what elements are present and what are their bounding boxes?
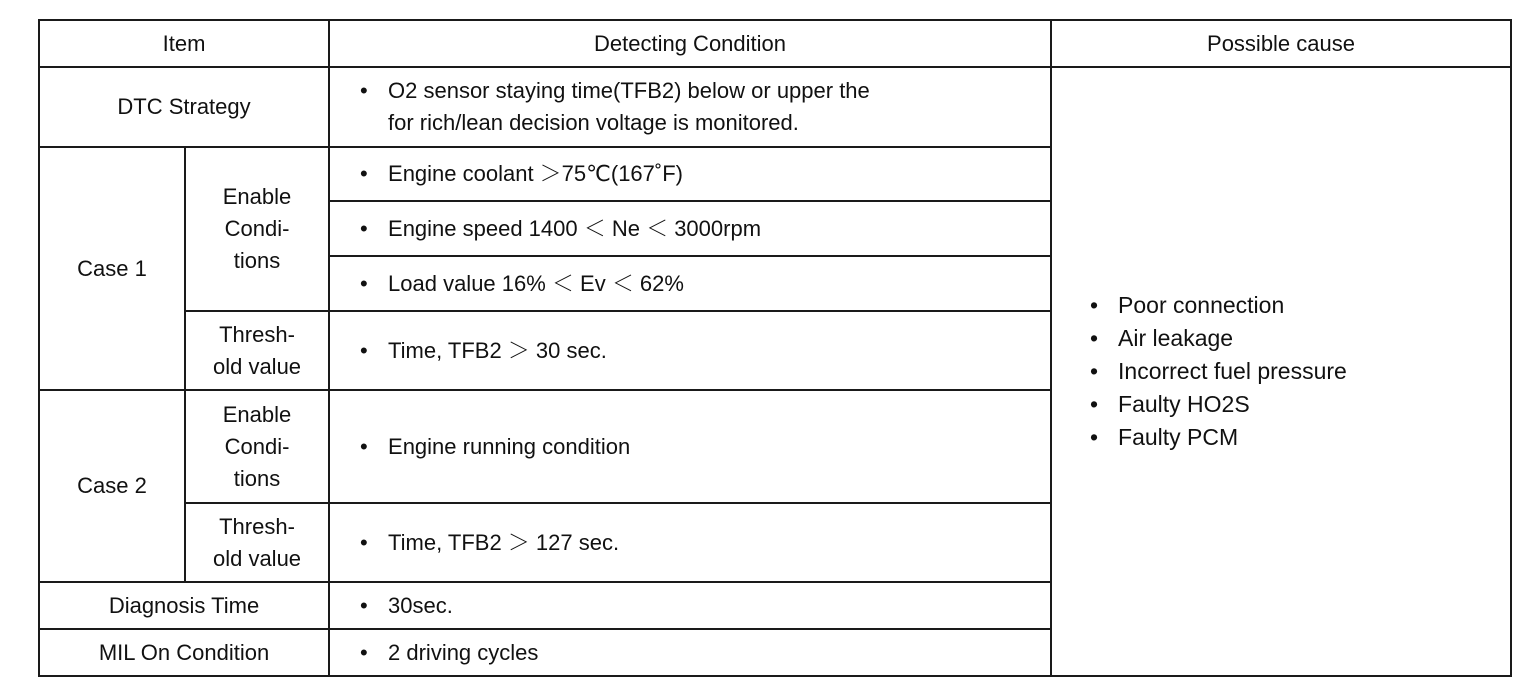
case2-label: Case 2	[39, 390, 185, 582]
case1-label: Case 1	[39, 147, 185, 390]
case1-enable-condition-load: • Load value 16% ＜ Ev ＜ 62%	[329, 256, 1051, 311]
bullet-glyph: •	[360, 78, 368, 103]
header-item: Item	[39, 20, 329, 67]
mil-on-label: MIL On Condition	[39, 629, 329, 676]
case2-enable-label: Enable Condi- tions	[185, 390, 329, 503]
possible-cause-item: • Faulty HO2S	[1090, 391, 1250, 417]
possible-cause-list	[1090, 289, 1510, 454]
dtc-strategy-line1: O2 sensor staying time(TFB2) below or upper the	[388, 78, 870, 103]
possible-cause-item: • Faulty PCM	[1090, 424, 1239, 450]
case2-enable-condition: • Engine running condition	[329, 390, 1051, 503]
mil-on-value: • 2 driving cycles	[329, 629, 1051, 676]
case2-threshold-label: Thresh- old value	[185, 503, 329, 582]
possible-cause-cell	[1051, 67, 1511, 676]
dtc-strategy-condition	[329, 67, 1051, 147]
header-detecting-condition: Detecting Condition	[329, 20, 1051, 67]
case1-threshold-label: Thresh- old value	[185, 311, 329, 390]
diagnosis-time-label: Diagnosis Time	[39, 582, 329, 629]
header-row	[39, 20, 1511, 67]
dtc-strategy-line2: for rich/lean decision voltage is monitored.	[388, 110, 799, 135]
case1-enable-condition-speed: • Engine speed 1400 ＜ Ne ＜ 3000rpm	[329, 201, 1051, 256]
case2-threshold-value: • Time, TFB2 ＞ 127 sec.	[329, 503, 1051, 582]
diagnosis-time-value: • 30sec.	[329, 582, 1051, 629]
header-possible-cause: Possible cause	[1051, 20, 1511, 67]
dtc-spec-table	[38, 19, 1512, 677]
possible-cause-item: • Poor connection	[1090, 292, 1285, 318]
possible-cause-item: • Incorrect fuel pressure	[1090, 358, 1347, 384]
possible-cause-item: • Air leakage	[1090, 325, 1234, 351]
case1-enable-condition-coolant: • Engine coolant ＞75℃(167˚F)	[329, 147, 1051, 201]
case1-enable-label: Enable Condi- tions	[185, 147, 329, 311]
dtc-strategy-row	[39, 67, 1511, 147]
case1-threshold-value: • Time, TFB2 ＞ 30 sec.	[329, 311, 1051, 390]
dtc-strategy-label: DTC Strategy	[39, 67, 329, 147]
